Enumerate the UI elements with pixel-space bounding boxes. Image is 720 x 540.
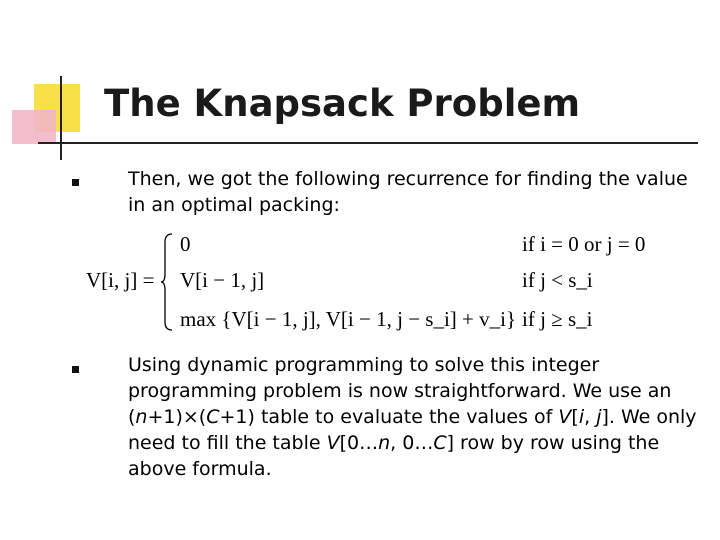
bullet-2-text [128,352,698,482]
formula-lhs: V[i, j] = [86,268,155,292]
var-C: C [206,406,220,428]
text-span: ]. We only need to fill the table [128,406,697,454]
text-span: [0… [339,432,379,454]
title-decoration-vertical-line [60,76,62,160]
var-n: n [378,432,391,454]
text-span: Using dynamic programming to solve this integer programming problem is now straightforward. We use an ( [128,354,672,428]
case-2-condition: if j < s_i [522,268,593,292]
text-span: , [584,406,597,428]
text-span: ] row by row using the above formula. [128,432,660,480]
left-brace-icon [160,232,174,332]
case-3-expr: max {V[i − 1, j], V[i − 1, j − s_i] + v_i} [180,307,517,331]
title-underline [38,142,698,144]
var-V: V [558,406,572,428]
var-i: i [578,406,585,428]
case-2-expr: V[i − 1, j] [180,268,265,292]
text-span: [ [571,406,579,428]
var-C: C [433,432,447,454]
var-j: j [596,406,602,428]
var-n: n [135,406,148,428]
var-V: V [326,432,340,454]
case-3-condition: if j ≥ s_i [522,307,593,331]
bullet-marker [72,179,79,186]
slide-title: The Knapsack Problem [104,82,581,125]
case-1-expr: 0 [180,232,191,256]
case-1-condition: if i = 0 or j = 0 [522,232,646,256]
bullet-1-text: Then, we got the following recurrence for finding the value in an optimal packing: [128,168,688,216]
text-span: +1)×( [147,406,207,428]
text-span: , 0… [390,432,434,454]
text-span: +1) table to evaluate the values of [219,406,559,428]
bullet-marker [72,366,79,373]
title-decoration-pink-block [12,110,56,144]
